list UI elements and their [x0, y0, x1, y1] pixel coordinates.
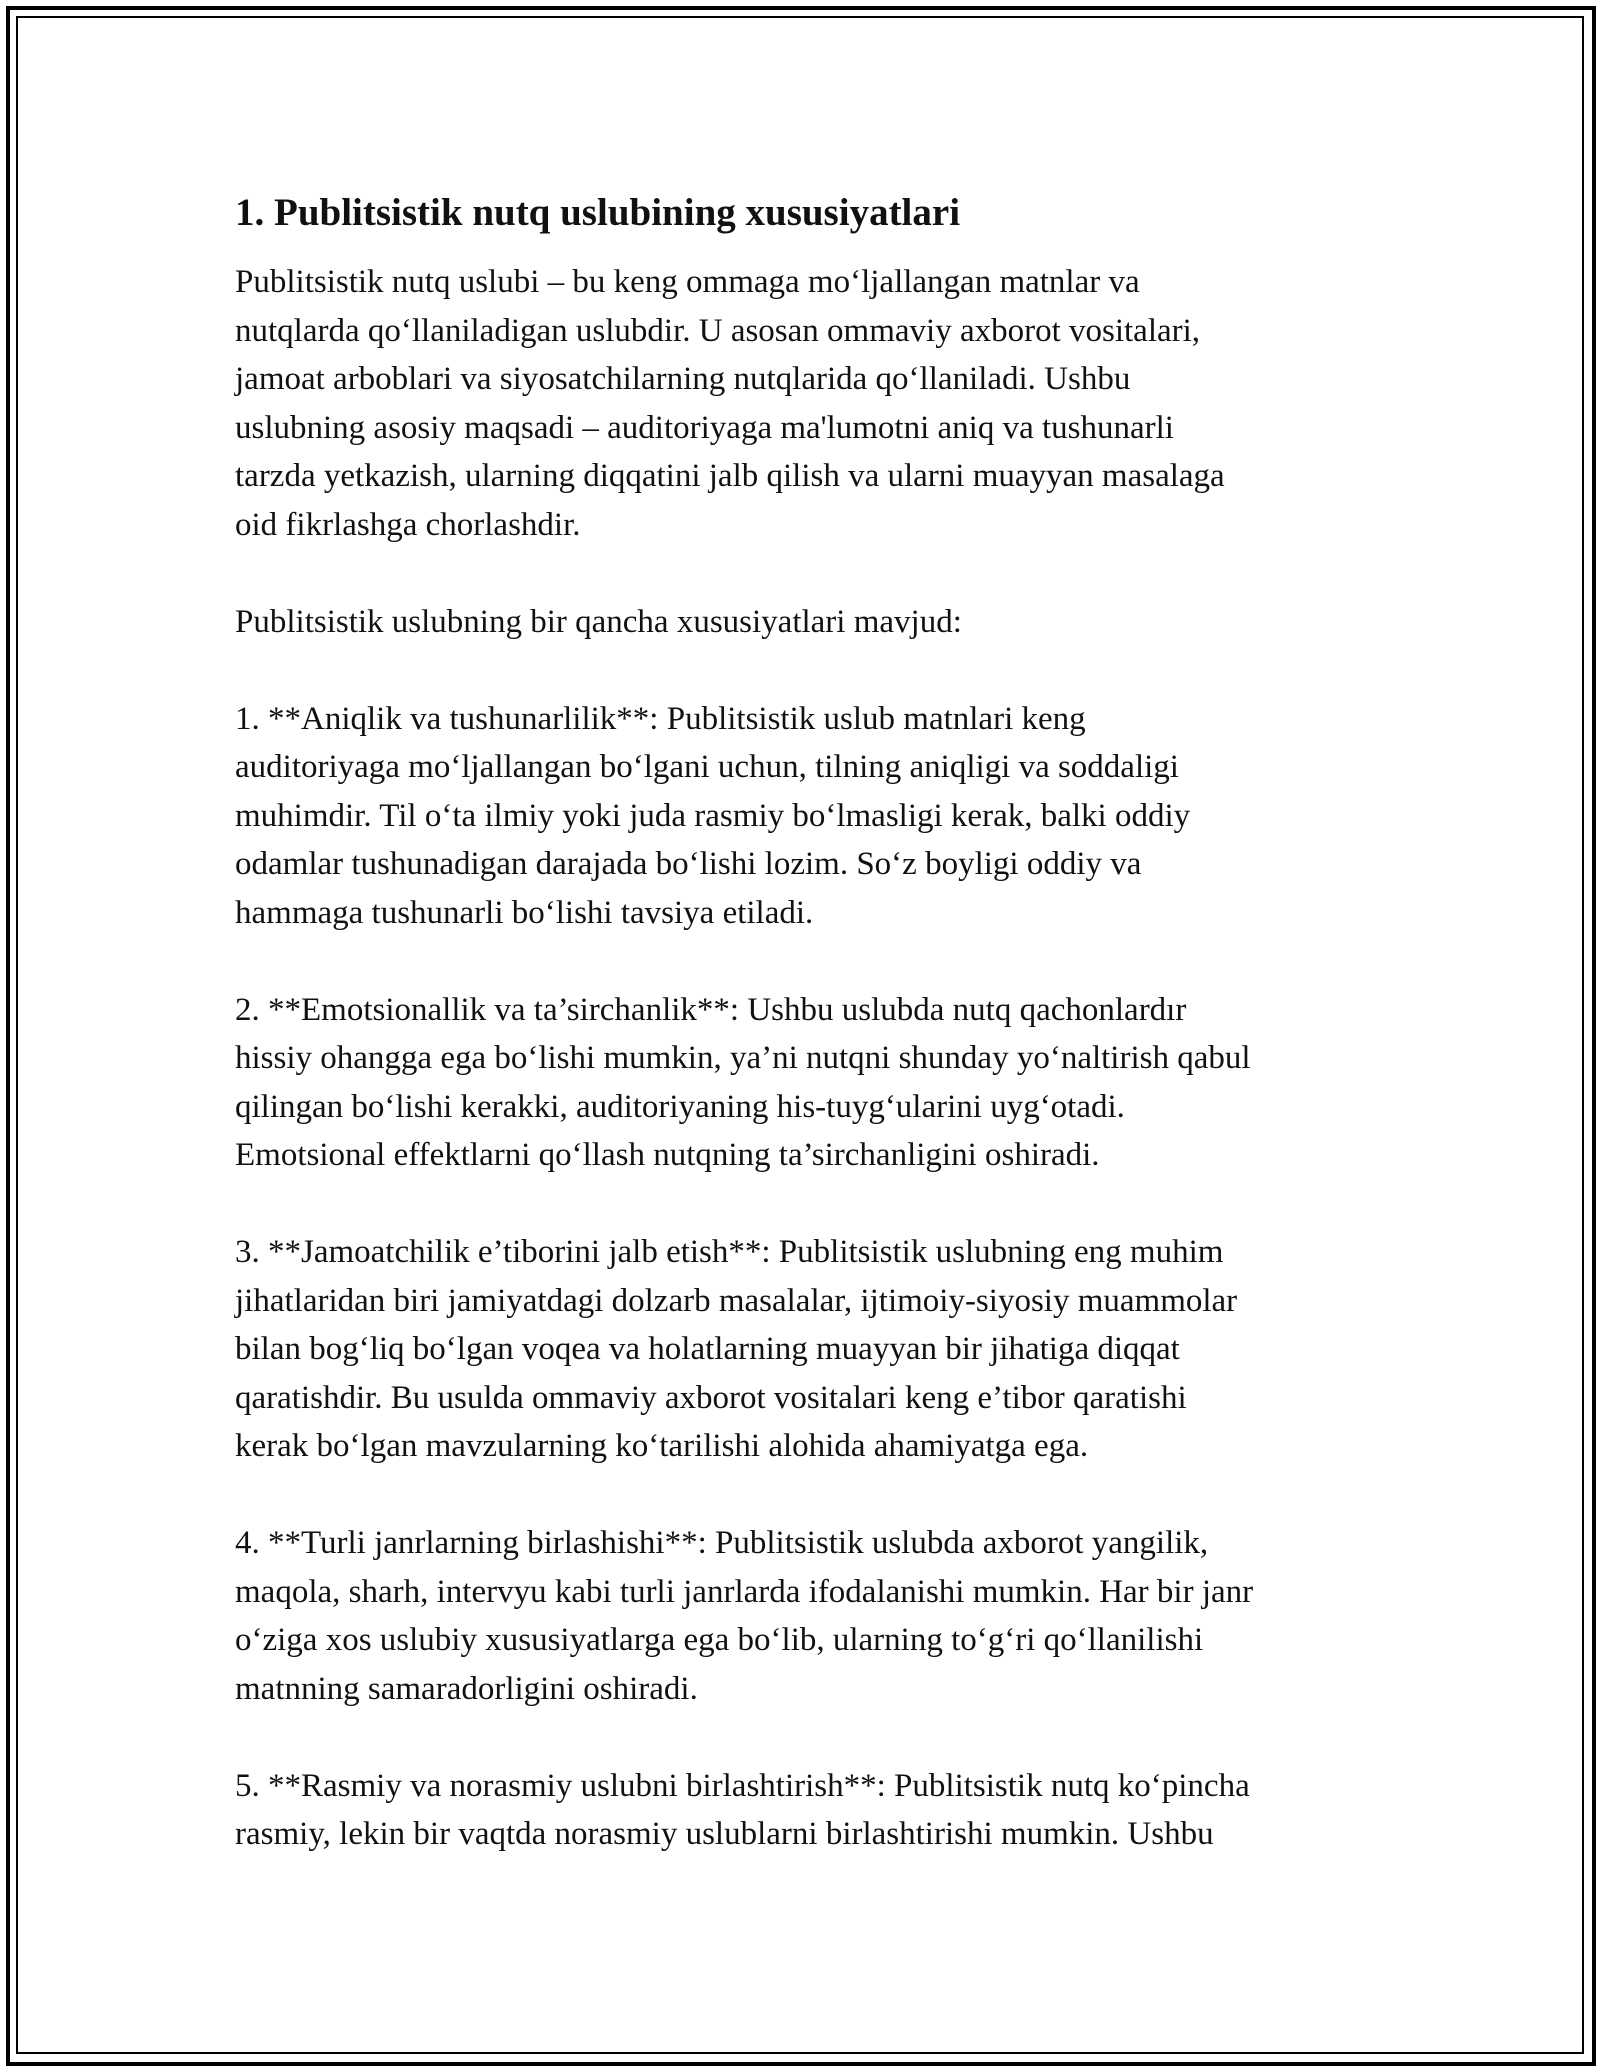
feature-item-3: 3. **Jamoatchilik e’tiborini jalb etish**: Publitsistik uslubning eng muhim jihatlaridan biri jamiyatdagi dolzarb masalalar, ijtimoiy-siyosiy muammolar bilan bog‘liq bo‘lgan voqea va holatlarning muayyan bir jihatiga diqqat qaratishdir. Bu usulda ommaviy axborot vositalari keng e’tibor qaratishi kerak bo‘lgan mavzularning ko‘tarilishi alohida ahamiyatga ega. — [235, 1234, 1238, 1464]
features-lead-paragraph: Publitsistik uslubning bir qancha xususiyatlari mavjud: — [235, 603, 962, 640]
section-heading: 1. Publitsistik nutq uslubining xususiyatlari — [235, 191, 961, 234]
feature-item-2: 2. **Emotsionallik va ta’sirchanlik**: Ushbu uslubda nutq qachonlardır hissiy ohangga ega bo‘lishi mumkin, ya’ni nutqni shunday yo‘naltirish qabul qilingan bo‘lishi kerakki, auditoriyaning his-tuyg‘ularini uyg‘otadi. Emotsional effektlarni qo‘llash nutqning ta’sirchanligini oshiradi. — [235, 991, 1251, 1173]
document-body — [235, 188, 1375, 1907]
feature-item-5: 5. **Rasmiy va norasmiy uslubni birlashtirish**: Publitsistik nutq ko‘pincha rasmiy, lekin bir vaqtda norasmiy uslublarni birlashtirishi mumkin. Ushbu — [235, 1767, 1250, 1852]
feature-item-1: 1. **Aniqlik va tushunarlilik**: Publitsistik uslub matnlari keng auditoriyaga mo‘ljallangan bo‘lgani uchun, tilning aniqligi va soddaligi muhimdir. Til o‘ta ilmiy yoki juda rasmiy bo‘lmasligi kerak, balki oddiy odamlar tushunadigan darajada bo‘lishi lozim. So‘z boyligi oddiy va hammaga tushunarli bo‘lishi tavsiya etiladi. — [235, 700, 1191, 931]
intro-paragraph: Publitsistik nutq uslubi – bu keng ommaga mo‘ljallangan matnlar va nutqlarda qo‘llaniladigan uslubdir. U asosan ommaviy axborot vositalari, jamoat arboblari va siyosatchilarning nutqlarida qo‘llaniladi. Ushbu uslubning asosiy maqsadi – auditoriyaga ma'lumotni aniq va tushunarli tarzda yetkazish, ularning diqqatini jalb qilish va ularni muayyan masalaga oid fikrlashga chorlashdir. — [235, 264, 1225, 543]
feature-item-4: 4. **Turli janrlarning birlashishi**: Publitsistik uslubda axborot yangilik, maqola, sharh, intervyu kabi turli janrlarda ifodalanishi mumkin. Har bir janr o‘ziga xos uslubiy xususiyatlarga ega bo‘lib, ularning to‘g‘ri qo‘llanilishi matnning samaradorligini oshiradi. — [235, 1525, 1254, 1707]
